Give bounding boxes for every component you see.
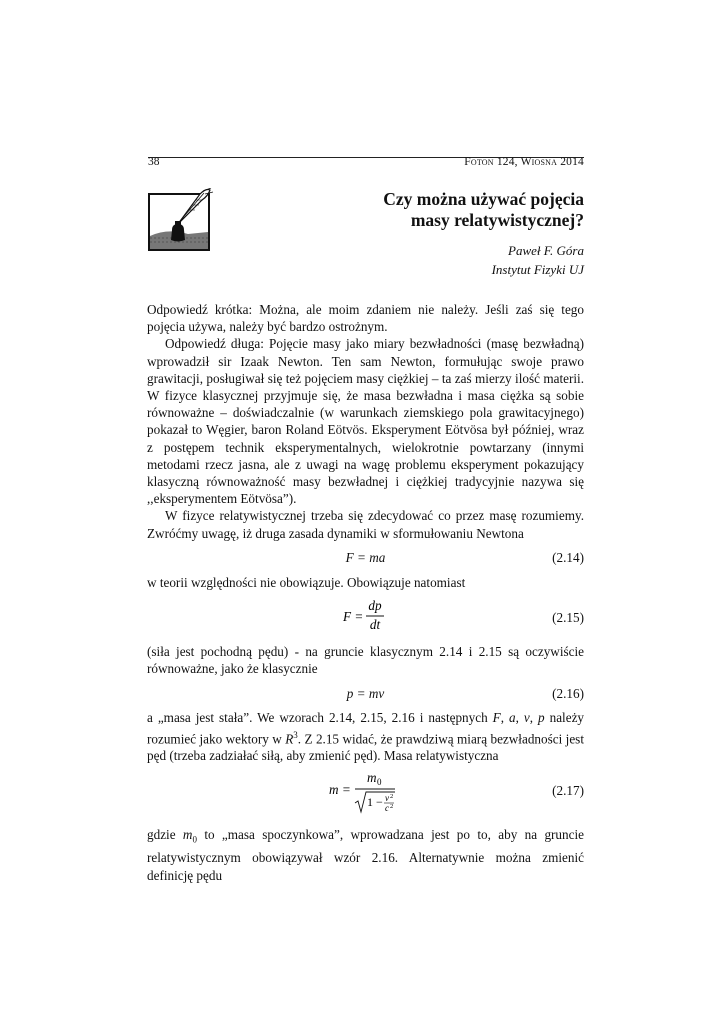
paragraph-vectors <box>147 709 584 764</box>
equation-2-16-number: (2.16) <box>552 686 584 702</box>
equation-2-16-expr: p = mv <box>346 686 385 702</box>
equation-2-15-denominator: dt <box>369 617 381 633</box>
equation-2-17-formula <box>147 770 584 816</box>
sep-1: , <box>500 710 510 726</box>
equation-2-17-c-exp: 2 <box>390 803 394 811</box>
article-title-line2: masy relatywistycznej? <box>410 210 584 230</box>
equation-2-17-c: c <box>385 803 389 814</box>
equation-2-17-number: (2.17) <box>552 783 584 799</box>
paragraph-rest-mass <box>147 826 584 883</box>
paragraph-relativistic: W fizyce relatywistycznej trzeba się zdecydować co przez masę rozumiemy. Zwróćmy uwagę, iż druga zasada dynamiki w sformułowaniu Newtona <box>147 508 584 541</box>
equation-2-17-v-exp: 2 <box>390 793 394 801</box>
vectors-text-c: . Z 2.15 widać, że prawdziwą miarą bezwładności jest pęd (trzeba zadziałać siłą, aby zmienić pęd). Masa relatywistyczna <box>147 731 584 764</box>
var-R-exponent: 3 <box>293 729 298 740</box>
equation-2-17-num-m: m <box>367 770 377 786</box>
var-p: p <box>538 710 545 726</box>
vectors-text-b: należy rozumieć jako wektory w <box>147 710 585 747</box>
var-R: R <box>285 731 294 747</box>
var-v: v <box>523 710 530 726</box>
sep-2: , <box>515 710 524 726</box>
equation-2-15-number: (2.15) <box>552 610 584 626</box>
equation-2-17-one-minus: 1 − <box>367 795 383 810</box>
equation-2-17-v: v <box>385 793 389 804</box>
equation-2-17-lhs: m = <box>329 782 351 798</box>
equation-2-14-expr: F = ma <box>345 549 386 565</box>
paragraph-long-answer: Odpowiedź długa: Pojęcie masy jako miary bezwładności (masę bezwładną) wprowadził sir Izaak Newton. Ten sam Newton, formułując swoje prawo grawitacji, posługiwał się też pojęciem masy ciężkiej – ta zaś mierzy ilość materii. W fizyce klasycznej przyjmuje się, że masa bezwładna i masa ciężka są sobie równoważne – doświadczalnie (w warunkach ziemskiego pola grawitacyjnego) pokazał to Węgier, baron Roland Eötvös. Eksperyment Eötvösa był później, wraz z postępem technik eksperymentalnych, wielokrotnie powtarzany (innymi metodami rzecz jasna, ale z uwagi na wagę problemu eksperyment pokazujący klasyczną równoważność masy bezwładnej i ciężkiej tradycyjnie nazywa się ,,eksperymentem Eötvösa”). <box>147 336 584 507</box>
equation-2-16 <box>147 681 584 705</box>
author: Paweł F. Góra <box>508 243 584 258</box>
rest-mass-text-b: to „masa spoczynkowa”, wprowadzana jest po to, aby na gruncie relatywistycznym obowiązywał wzór 2.16. Alternatywnie można zmienić definicję pędu <box>147 827 584 883</box>
vectors-text-a: a „masa jest stała”. We wzorach 2.14, 2.15, 2.16 i następnych <box>147 710 493 726</box>
var-m0-subscript: 0 <box>192 835 197 846</box>
equation-2-15-lhs: F = <box>343 609 364 625</box>
var-F: F <box>492 710 501 726</box>
article-body <box>147 301 584 884</box>
equation-2-14-number: (2.14) <box>552 549 584 565</box>
article-title-line1: Czy można używać pojęcia <box>383 189 584 209</box>
sep-3: , <box>529 710 539 726</box>
equation-2-15-numerator: dp <box>368 598 382 614</box>
var-m0: m <box>182 827 193 843</box>
journal-issue: Foton 124, Wiosna 2014 <box>464 156 584 168</box>
paragraph-short-answer: Odpowiedź krótka: Można, ale moim zdaniem nie należy. Jeśli zaś się tego pojęcia używa, należy być bardzo ostrożnym. <box>147 302 584 335</box>
paragraph-derivative: (siła jest pochodną pędu) - na gruncie klasycznym 2.14 i 2.15 są oczywiście równoważne, jako że klasycznie <box>147 644 584 677</box>
title-block <box>280 189 584 279</box>
equation-2-15 <box>147 599 584 635</box>
quill-ink-pot-icon <box>148 188 214 254</box>
var-a: a <box>509 710 516 726</box>
running-head <box>148 155 584 168</box>
equation-2-14 <box>147 546 584 570</box>
equation-2-17 <box>147 770 584 816</box>
rest-mass-text-a: gdzie <box>147 827 183 843</box>
equation-2-17-num-sub: 0 <box>377 777 382 788</box>
paragraph-not-valid: w teorii względności nie obowiązuje. Obowiązuje natomiast <box>147 574 466 590</box>
equation-2-15-formula <box>147 599 584 635</box>
page-number: 38 <box>148 156 160 168</box>
affiliation: Instytut Fizyki UJ <box>491 262 584 277</box>
